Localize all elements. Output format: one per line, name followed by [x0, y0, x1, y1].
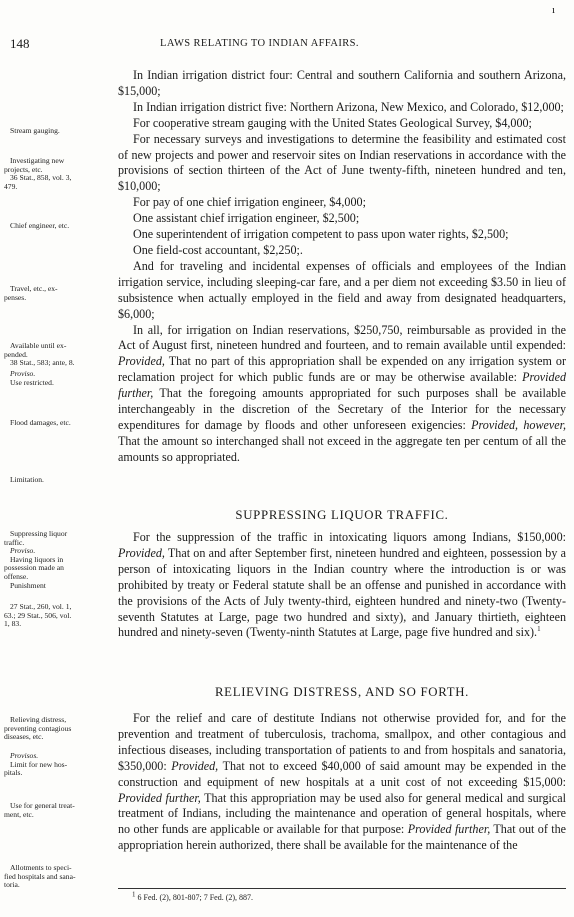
margin-note-allotments: Allotments to speci- fied hospitals and sana- toria. [4, 863, 76, 890]
footnote-rule [118, 888, 566, 889]
paragraph: In Indian irrigation district four: Central and southern California and southern Arizona, $15,000; [118, 68, 566, 98]
paragraph: For the suppression of the traffic in intoxicating liquors among Indians, $150,000: Provided, That on and after September first, nineteen hundred and eighteen, possession by a person of intoxicating liquors in the Indian country where the introduction is or was prohibited by treaty or Federal statute shall be an offense and punished in accordance with the provisions of the Acts of July twenty-third, eighteen hundred and ninety-two (Twenty-seventh Statutes at Large, page two hundred and sixty), and January thirtieth, eighteen hundred and ninety-seven (Twenty-ninth Statutes at Large, page five hundred and six).$^1$ [118, 530, 566, 640]
paragraph: In all, for irrigation on Indian reservations, $250,750, reimbursable as provided in the Act of August first, nineteen hundred and fourteen, and to remain available until expended: Provided, That no part of this appropriation shall be expended on any irrigation system or reclamation project for which public funds are or may be otherwise available: Provided further, That the foregoing amounts appropriated for such purposes shall be available interchangeably in the discretion of the Secretary of the Interior for the necessary expenditures for damage by floods and other unforeseen exigencies: Provided, however, That the amount so interchanged shall not exceed in the aggregate ten per centum of all the amounts so appropriated. [118, 322, 566, 464]
margin-note-chief-engineer: Chief engineer, etc. [10, 221, 70, 230]
section-heading-liquor: SUPPRESSING LIQUOR TRAFFIC. [235, 508, 449, 522]
margin-note-investigating: Investigating new projects, etc. 36 Stat., 858, vol. 3, 479. [4, 156, 72, 191]
corner-mark: ı [552, 4, 556, 16]
paragraph: For the relief and care of destitute Indians not otherwise provided for, and for the prevention and treatment of tuberculosis, trachoma, smallpox, and other contagious and infectious diseases, including transportation of patients to and from hospitals and sanatoria, $350,000: Provided, That not to exceed $40,000 of said amount may be expended in the construction and equipment of new hospitals at a unit cost of not exceeding $15,000: Provided further, That this appropriation may be used also for general medical and surgical treatment of Indians, including the maintenance and operation of general hospitals, where no other funds are applicable or available for that purpose: Provided further, That out of the appropriation herein authorized, there shall be available for the maintenance of the [118, 711, 566, 853]
paragraph: One assistant chief irrigation engineer, $2,500; [133, 211, 360, 226]
page-number: 148 [10, 36, 30, 51]
body-section-distress [118, 711, 566, 854]
margin-note-limit-hospitals: Provisos. Limit for new hos- pitals. [4, 751, 68, 778]
body-section-liquor [118, 530, 566, 641]
paragraph: For necessary surveys and investigations to determine the feasibility and estimated cost of new projects and power and reservoir sites on Indian reservations in accordance with the provisions of section thirteen of the Act of June twenty-fifth, nineteen hundred and ten, $10,000; [118, 131, 566, 194]
body-section-irrigation [118, 68, 566, 466]
footnote-marker: 1 [537, 625, 541, 634]
margin-note-general-treatment: Use for general treat- ment, etc. [4, 801, 75, 819]
margin-note-travel: Travel, etc., ex- penses. [4, 284, 58, 302]
margin-note-suppressing: Suppressing liquor traffic. Proviso. Having liquors in possession made an offense. Punishment [4, 529, 68, 590]
margin-note-limitation: Limitation. [10, 475, 44, 484]
section-heading-distress: RELIEVING DISTRESS, AND SO FORTH. [214, 685, 470, 699]
margin-note-proviso: Proviso. Use restricted. [10, 369, 54, 387]
margin-note-available: Available until ex- pended. 38 Stat., 583; ante, 8. [4, 341, 75, 368]
paragraph: One field-cost accountant, $2,250;. [133, 242, 303, 257]
margin-note-relieving: Relieving distress, preventing contagious diseases, etc. [4, 715, 72, 742]
running-head: LAWS RELATING TO INDIAN AFFAIRS. [160, 38, 359, 49]
paragraph: For pay of one chief irrigation engineer, $4,000; [133, 195, 366, 210]
margin-note-statutes-27: 27 Stat., 260, vol. 1, 63.; 29 Stat., 506, vol. 1, 83. [4, 602, 72, 629]
paragraph: In Indian irrigation district five: Northern Arizona, New Mexico, and Colorado, $12,000; [133, 99, 564, 114]
paragraph: For cooperative stream gauging with the United States Geological Survey, $4,000; [133, 115, 532, 130]
paragraph: One superintendent of irrigation competent to pass upon water rights, $2,500; [133, 227, 509, 242]
margin-note-flood: Flood damages, etc. [10, 418, 71, 427]
footnote: $^1$ 6 Fed. (2), 801-807; 7 Fed. (2), 887. [132, 890, 254, 902]
paragraph: And for traveling and incidental expenses of officials and employees of the Indian irrigation service, including sleeping-car fare, and a per diem not exceeding $3.50 in lieu of subsistence when actually employed in the field and away from designated headquarters, $6,000; [118, 258, 566, 321]
margin-note-stream-gauging: Stream gauging. [10, 126, 60, 135]
